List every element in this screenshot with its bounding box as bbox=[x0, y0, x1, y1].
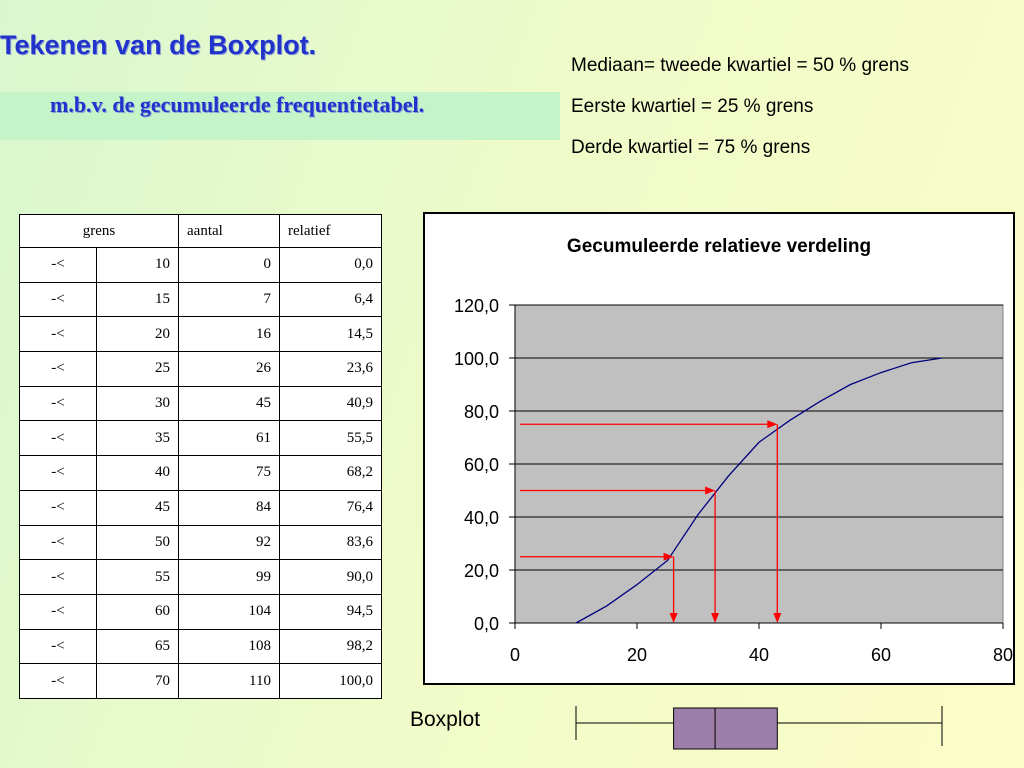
cell-relatief: 100,0 bbox=[280, 664, 382, 699]
cell-aantal: 110 bbox=[179, 664, 280, 699]
y-tick-label: 100,0 bbox=[453, 349, 499, 369]
x-tick-label: 60 bbox=[870, 645, 892, 665]
cell-aantal: 7 bbox=[179, 282, 280, 317]
table-row bbox=[20, 248, 382, 283]
table-row bbox=[20, 317, 382, 352]
cell-grens: 55 bbox=[97, 560, 179, 595]
cell-operator: -< bbox=[20, 282, 97, 317]
cell-relatief: 40,9 bbox=[280, 386, 382, 421]
chart-title: Gecumuleerde relatieve verdeling bbox=[566, 236, 872, 257]
cell-grens: 35 bbox=[97, 421, 179, 456]
cell-relatief: 76,4 bbox=[280, 490, 382, 525]
note-first-quartile: Eerste kwartiel = 25 % grens bbox=[571, 96, 814, 117]
x-tick-label: 0 bbox=[509, 645, 521, 665]
cell-grens: 30 bbox=[97, 386, 179, 421]
cell-operator: -< bbox=[20, 560, 97, 595]
chart-panel bbox=[423, 212, 1015, 685]
cell-aantal: 45 bbox=[179, 386, 280, 421]
cell-relatief: 14,5 bbox=[280, 317, 382, 352]
cell-relatief: 55,5 bbox=[280, 421, 382, 456]
boxplot-box bbox=[674, 708, 778, 749]
cell-aantal: 104 bbox=[179, 594, 280, 629]
x-tick-label: 80 bbox=[992, 645, 1013, 665]
cell-aantal: 0 bbox=[179, 248, 280, 283]
cumulative-frequency-table bbox=[19, 214, 382, 699]
x-tick-label: 20 bbox=[626, 645, 648, 665]
table-row bbox=[20, 629, 382, 664]
table-row bbox=[20, 282, 382, 317]
cell-operator: -< bbox=[20, 490, 97, 525]
cell-grens: 10 bbox=[97, 248, 179, 283]
cell-operator: -< bbox=[20, 317, 97, 352]
table-row bbox=[20, 421, 382, 456]
quartile-notes bbox=[571, 53, 909, 176]
cell-operator: -< bbox=[20, 525, 97, 560]
boxplot bbox=[560, 700, 960, 755]
cell-operator: -< bbox=[20, 421, 97, 456]
x-tick-label: 40 bbox=[748, 645, 770, 665]
cell-operator: -< bbox=[20, 386, 97, 421]
cell-grens: 15 bbox=[97, 282, 179, 317]
note-third-quartile: Derde kwartiel = 75 % grens bbox=[571, 137, 811, 158]
cell-relatief: 94,5 bbox=[280, 594, 382, 629]
y-tick-label: 0,0 bbox=[473, 614, 499, 634]
cell-aantal: 61 bbox=[179, 421, 280, 456]
cell-aantal: 16 bbox=[179, 317, 280, 352]
cell-aantal: 99 bbox=[179, 560, 280, 595]
cell-operator: -< bbox=[20, 248, 97, 283]
cell-relatief: 23,6 bbox=[280, 352, 382, 387]
table-row bbox=[20, 560, 382, 595]
cell-relatief: 0,0 bbox=[280, 248, 382, 283]
cell-aantal: 75 bbox=[179, 456, 280, 491]
cell-grens: 45 bbox=[97, 490, 179, 525]
header-relatief: relatief bbox=[280, 215, 382, 248]
y-tick-label: 120,0 bbox=[453, 296, 499, 316]
cell-relatief: 6,4 bbox=[280, 282, 382, 317]
table-header-row bbox=[20, 215, 382, 248]
table-row bbox=[20, 456, 382, 491]
cell-grens: 65 bbox=[97, 629, 179, 664]
y-tick-label: 80,0 bbox=[463, 402, 499, 422]
cell-operator: -< bbox=[20, 664, 97, 699]
note-median: Mediaan= tweede kwartiel = 50 % grens bbox=[571, 55, 909, 76]
y-tick-label: 20,0 bbox=[463, 561, 499, 581]
table-row bbox=[20, 664, 382, 699]
cell-operator: -< bbox=[20, 594, 97, 629]
cell-operator: -< bbox=[20, 629, 97, 664]
table-row bbox=[20, 386, 382, 421]
cell-grens: 50 bbox=[97, 525, 179, 560]
cumulative-line-chart bbox=[425, 214, 1013, 683]
boxplot-label: Boxplot bbox=[410, 708, 481, 731]
cell-relatief: 68,2 bbox=[280, 456, 382, 491]
y-tick-label: 60,0 bbox=[463, 455, 499, 475]
y-tick-label: 40,0 bbox=[463, 508, 499, 528]
cell-grens: 70 bbox=[97, 664, 179, 699]
cell-grens: 20 bbox=[97, 317, 179, 352]
header-aantal: aantal bbox=[179, 215, 280, 248]
cell-aantal: 84 bbox=[179, 490, 280, 525]
cell-aantal: 26 bbox=[179, 352, 280, 387]
cell-relatief: 98,2 bbox=[280, 629, 382, 664]
header-grens: grens bbox=[20, 215, 179, 248]
cell-relatief: 90,0 bbox=[280, 560, 382, 595]
cell-grens: 40 bbox=[97, 456, 179, 491]
cell-grens: 25 bbox=[97, 352, 179, 387]
table-row bbox=[20, 525, 382, 560]
slide-subtitle: m.b.v. de gecumuleerde frequentietabel. bbox=[50, 92, 425, 117]
cell-grens: 60 bbox=[97, 594, 179, 629]
cell-aantal: 92 bbox=[179, 525, 280, 560]
table-body bbox=[20, 248, 382, 699]
cell-aantal: 108 bbox=[179, 629, 280, 664]
cell-relatief: 83,6 bbox=[280, 525, 382, 560]
table-row bbox=[20, 594, 382, 629]
cell-operator: -< bbox=[20, 456, 97, 491]
slide-title: Tekenen van de Boxplot. bbox=[0, 30, 317, 60]
table-row bbox=[20, 490, 382, 525]
table-row bbox=[20, 352, 382, 387]
cell-operator: -< bbox=[20, 352, 97, 387]
